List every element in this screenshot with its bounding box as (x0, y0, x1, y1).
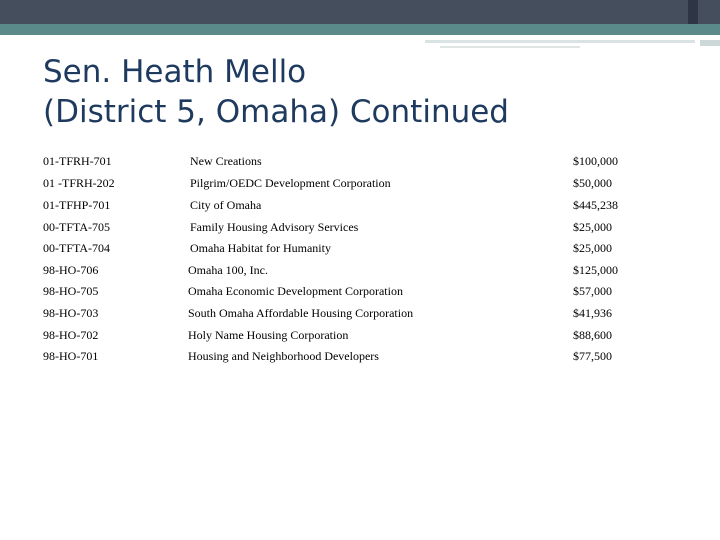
header-accent-band (0, 24, 720, 35)
grant-code: 98-HO-703 (43, 306, 99, 320)
grant-amount: $445,238 (573, 198, 618, 212)
grant-amount: $25,000 (573, 220, 612, 234)
grant-code: 01-TFRH-701 (43, 154, 112, 168)
grant-amount: $125,000 (573, 263, 618, 277)
header-band (0, 0, 720, 24)
decorative-line (440, 46, 580, 48)
grant-row (0, 282, 720, 300)
grant-row (0, 304, 720, 322)
grant-row (0, 261, 720, 279)
grant-amount: $88,600 (573, 328, 612, 342)
slide-title-line-1: Sen. Heath Mello (43, 54, 307, 90)
grant-amount: $100,000 (573, 154, 618, 168)
header-band-accent (688, 0, 698, 24)
grant-recipient: New Creations (190, 154, 262, 168)
slide-title-line-2: (District 5, Omaha) Continued (43, 94, 509, 130)
grant-code: 98-HO-706 (43, 263, 99, 277)
grant-amount: $41,936 (573, 306, 612, 320)
grant-code: 00-TFTA-704 (43, 241, 111, 255)
grant-row (0, 239, 720, 257)
grant-amount: $50,000 (573, 176, 612, 190)
grant-amount: $77,500 (573, 349, 612, 363)
grant-recipient: City of Omaha (190, 198, 262, 212)
grant-code: 01 -TFRH-202 (43, 176, 115, 190)
grant-recipient: Omaha Economic Development Corporation (188, 284, 403, 298)
grant-code: 98-HO-702 (43, 328, 99, 342)
grant-recipient: South Omaha Affordable Housing Corporation (188, 306, 414, 320)
decorative-line (700, 40, 720, 46)
grant-recipient: Omaha Habitat for Humanity (190, 241, 331, 255)
decorative-line (425, 40, 695, 43)
grant-row (0, 218, 720, 236)
grant-row (0, 174, 720, 192)
grant-row (0, 196, 720, 214)
grant-recipient: Pilgrim/OEDC Development Corporation (190, 176, 391, 190)
grant-code: 98-HO-705 (43, 284, 99, 298)
grant-code: 00-TFTA-705 (43, 220, 111, 234)
grant-recipient: Family Housing Advisory Services (190, 220, 359, 234)
grant-code: 98-HO-701 (43, 349, 99, 363)
grant-recipient: Holy Name Housing Corporation (188, 328, 349, 342)
grant-code: 01-TFHP-701 (43, 198, 111, 212)
grant-amount: $57,000 (573, 284, 612, 298)
grant-row (0, 347, 720, 365)
grant-amount: $25,000 (573, 241, 612, 255)
grant-row (0, 152, 720, 170)
grant-row (0, 326, 720, 344)
slide-title (43, 52, 509, 132)
grant-recipient: Housing and Neighborhood Developers (188, 349, 379, 363)
grant-recipient: Omaha 100, Inc. (188, 263, 268, 277)
